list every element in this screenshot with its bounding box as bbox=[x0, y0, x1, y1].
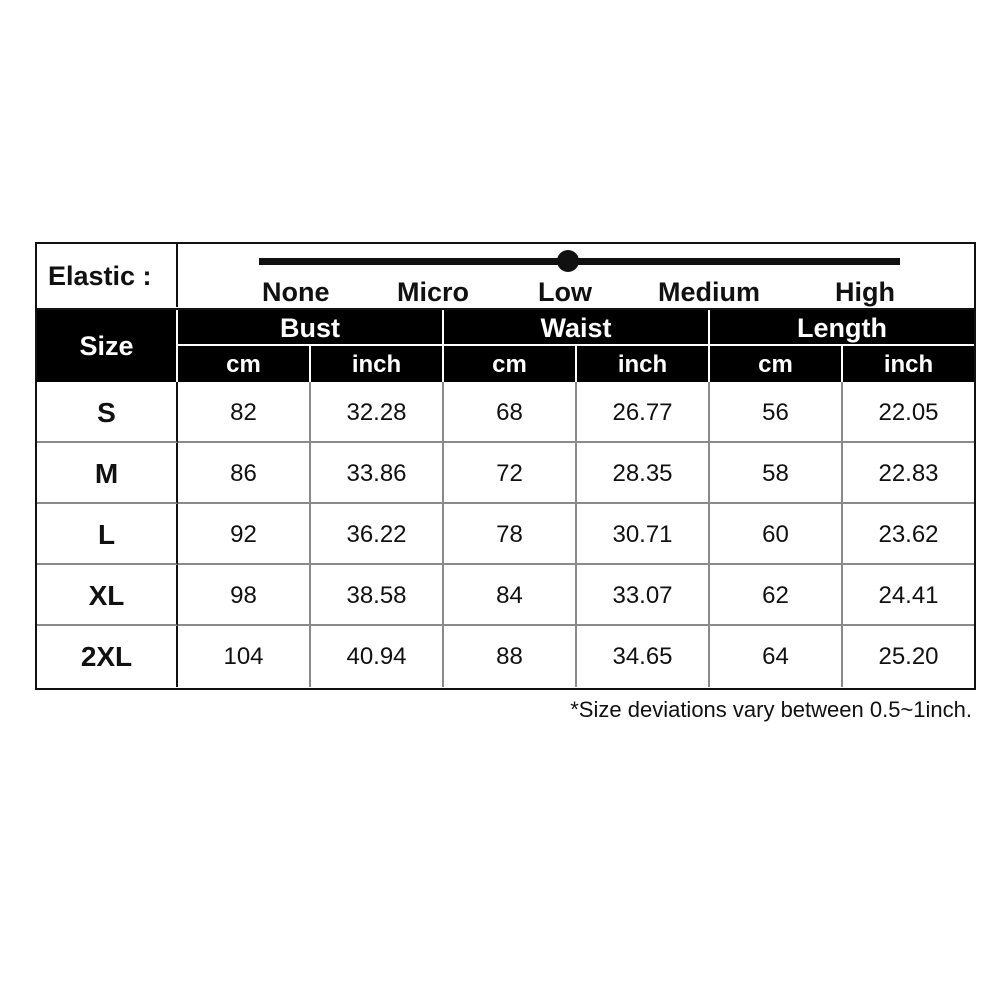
bust-inch-value: 32.28 bbox=[311, 382, 444, 443]
waist-inch-value: 26.77 bbox=[577, 382, 710, 443]
elastic-scale-line bbox=[259, 258, 900, 265]
waist-cm-value: 78 bbox=[444, 504, 577, 565]
length-cm-value: 58 bbox=[710, 443, 843, 504]
length-header: Length bbox=[710, 310, 974, 346]
length-inch-header: inch bbox=[883, 351, 934, 378]
size-label: 2XL bbox=[37, 626, 178, 687]
bust-header: Bust bbox=[178, 310, 444, 346]
size-deviation-note: *Size deviations vary between 0.5~1inch. bbox=[570, 697, 972, 722]
waist-cm-value: 68 bbox=[444, 382, 577, 443]
elastic-row bbox=[37, 244, 974, 310]
length-cm-value: 62 bbox=[710, 565, 843, 626]
bust-cm-value: 86 bbox=[178, 443, 311, 504]
length-cm-value: 60 bbox=[710, 504, 843, 565]
elastic-level-low: Low bbox=[538, 277, 592, 307]
bust-inch-value: 38.58 bbox=[311, 565, 444, 626]
elastic-selected-marker bbox=[557, 250, 579, 272]
length-inch-value: 22.83 bbox=[843, 443, 974, 504]
bust-inch-value: 33.86 bbox=[311, 443, 444, 504]
waist-cm-value: 72 bbox=[444, 443, 577, 504]
elastic-label: Elastic : bbox=[37, 243, 178, 307]
size-label: XL bbox=[37, 565, 178, 626]
bust-inch-value: 40.94 bbox=[311, 626, 444, 687]
length-cm-value: 64 bbox=[710, 626, 843, 687]
size-chart bbox=[35, 242, 976, 690]
waist-inch-value: 28.35 bbox=[577, 443, 710, 504]
size-label: M bbox=[37, 443, 178, 504]
length-cm-value: 56 bbox=[710, 382, 843, 443]
length-inch-value: 23.62 bbox=[843, 504, 974, 565]
table-header bbox=[37, 310, 974, 382]
length-inch-value: 24.41 bbox=[843, 565, 974, 626]
table-body bbox=[37, 382, 974, 688]
waist-inch-value: 30.71 bbox=[577, 504, 710, 565]
waist-cm-value: 84 bbox=[444, 565, 577, 626]
size-column-header: Size bbox=[37, 310, 178, 382]
size-label: S bbox=[37, 382, 178, 443]
length-inch-value: 25.20 bbox=[878, 643, 939, 670]
bust-cm-value: 98 bbox=[178, 565, 311, 626]
elastic-level-none: None bbox=[262, 277, 330, 307]
bust-inch-value: 36.22 bbox=[311, 504, 444, 565]
waist-inch-value: 34.65 bbox=[577, 626, 710, 687]
waist-cm-header: cm bbox=[444, 346, 577, 382]
waist-inch-header: inch bbox=[577, 346, 710, 382]
bust-cm-value: 92 bbox=[178, 504, 311, 565]
bust-inch-header: inch bbox=[311, 346, 444, 382]
length-cm-header: cm bbox=[710, 346, 843, 382]
waist-header: Waist bbox=[444, 310, 710, 346]
length-inch-value: 22.05 bbox=[843, 382, 974, 443]
elastic-scale bbox=[178, 244, 974, 308]
elastic-level-high: High bbox=[835, 277, 895, 307]
size-label: L bbox=[37, 504, 178, 565]
bust-cm-header: cm bbox=[178, 346, 311, 382]
waist-cm-value: 88 bbox=[444, 626, 577, 687]
bust-cm-value: 82 bbox=[178, 382, 311, 443]
elastic-level-micro: Micro bbox=[397, 277, 470, 307]
bust-cm-value: 104 bbox=[178, 626, 311, 687]
elastic-level-medium: Medium bbox=[658, 277, 761, 307]
waist-inch-value: 33.07 bbox=[577, 565, 710, 626]
